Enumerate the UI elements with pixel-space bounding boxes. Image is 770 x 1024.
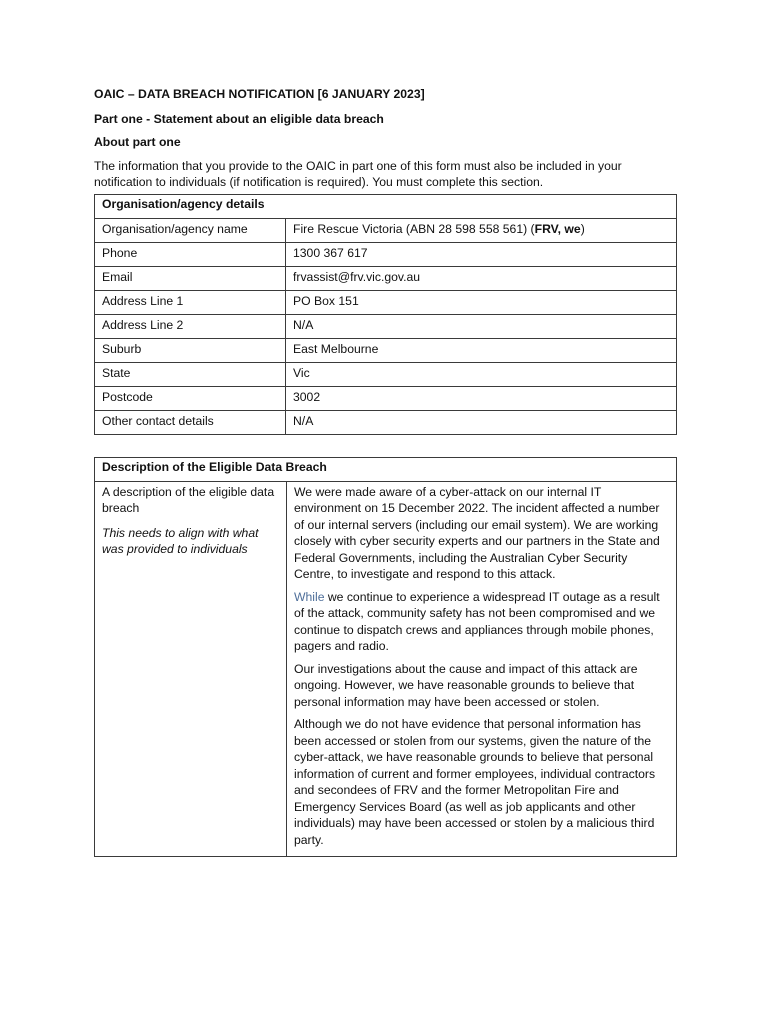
- description-paragraph: Our investigations about the cause and impact of this attack are ongoing. However, we have reasonable grounds to believe that personal information may have been accessed or stolen.: [294, 661, 638, 709]
- row-value: N/A: [286, 314, 677, 338]
- about-title: About part one: [94, 135, 181, 149]
- table-header-row: [95, 194, 677, 218]
- while-word: While: [294, 589, 325, 604]
- row-label: Address Line 1: [95, 290, 286, 314]
- table-row: [95, 314, 677, 338]
- table-row: [95, 266, 677, 290]
- alignment-note: This needs to align with what was provided to individuals: [102, 525, 259, 556]
- row-label: Email: [95, 266, 286, 290]
- description-paragraph: Although we do not have evidence that personal information has been accessed or stolen from our systems, given the nature of the cyber-attack, we have reasonable grounds to believe that personal information of current and former employees, individual contractors and secondees of FRV and the former Metropolitan Fire and Emergency Services Board (as well as job applicants and other individuals) may have been accessed or stolen by a malicious third party.: [294, 717, 656, 847]
- table-row: [95, 362, 677, 386]
- table-row: [95, 218, 677, 242]
- row-label: Address Line 2: [95, 314, 286, 338]
- breach-description-table: [94, 457, 677, 858]
- table-row: [95, 410, 677, 434]
- row-value: 3002: [286, 386, 677, 410]
- row-value: [287, 481, 677, 857]
- row-label: Phone: [95, 242, 286, 266]
- table-row: [95, 290, 677, 314]
- row-value: Vic: [286, 362, 677, 386]
- row-value: East Melbourne: [286, 338, 677, 362]
- organisation-details-header: Organisation/agency details: [95, 194, 677, 218]
- row-value: [286, 218, 677, 242]
- row-value: 1300 367 617: [286, 242, 677, 266]
- row-value: PO Box 151: [286, 290, 677, 314]
- description-label: A description of the eligible data breach: [102, 484, 275, 515]
- row-label: Suburb: [95, 338, 286, 362]
- row-label: [95, 481, 287, 857]
- document-content: [94, 86, 677, 857]
- table-row: [95, 481, 677, 857]
- table-header-row: [95, 457, 677, 481]
- table-row: [95, 386, 677, 410]
- org-name-short: FRV, we: [534, 221, 581, 236]
- organisation-details-table: [94, 194, 677, 435]
- org-name-close: ): [580, 221, 585, 236]
- row-value: N/A: [286, 410, 677, 434]
- breach-description-header: Description of the Eligible Data Breach: [95, 457, 677, 481]
- table-row: [95, 338, 677, 362]
- row-label: Postcode: [95, 386, 286, 410]
- description-paragraph: [294, 589, 669, 655]
- row-value: frvassist@frv.vic.gov.au: [286, 266, 677, 290]
- row-label: Other contact details: [95, 410, 286, 434]
- row-label: Organisation/agency name: [95, 218, 286, 242]
- part-title: Part one - Statement about an eligible data breach: [94, 111, 384, 126]
- table-row: [95, 242, 677, 266]
- row-label: State: [95, 362, 286, 386]
- org-name-text: Fire Rescue Victoria (ABN 28 598 558 561) (: [293, 221, 535, 236]
- document-title: OAIC – DATA BREACH NOTIFICATION [6 JANUARY 2023]: [94, 87, 425, 101]
- paragraph-rest: we continue to experience a widespread IT outage as a result of the attack, community safety has not been compromised and we continue to dispatch crews and appliances through mobile phones, pagers and radio.: [294, 589, 660, 653]
- intro-paragraph: The information that you provide to the OAIC in part one of this form must also be included in your notification to individuals (if notification is required). You must complete this section.: [94, 158, 622, 189]
- description-paragraph: We were made aware of a cyber-attack on our internal IT environment on 15 December 2022. The incident affected a number of our internal servers (including our email system). We are working closely with cyber security experts and our partners in the State and Federal Governments, including the Australian Cyber Security Centre, to investigate and respond to this attack.: [294, 484, 660, 581]
